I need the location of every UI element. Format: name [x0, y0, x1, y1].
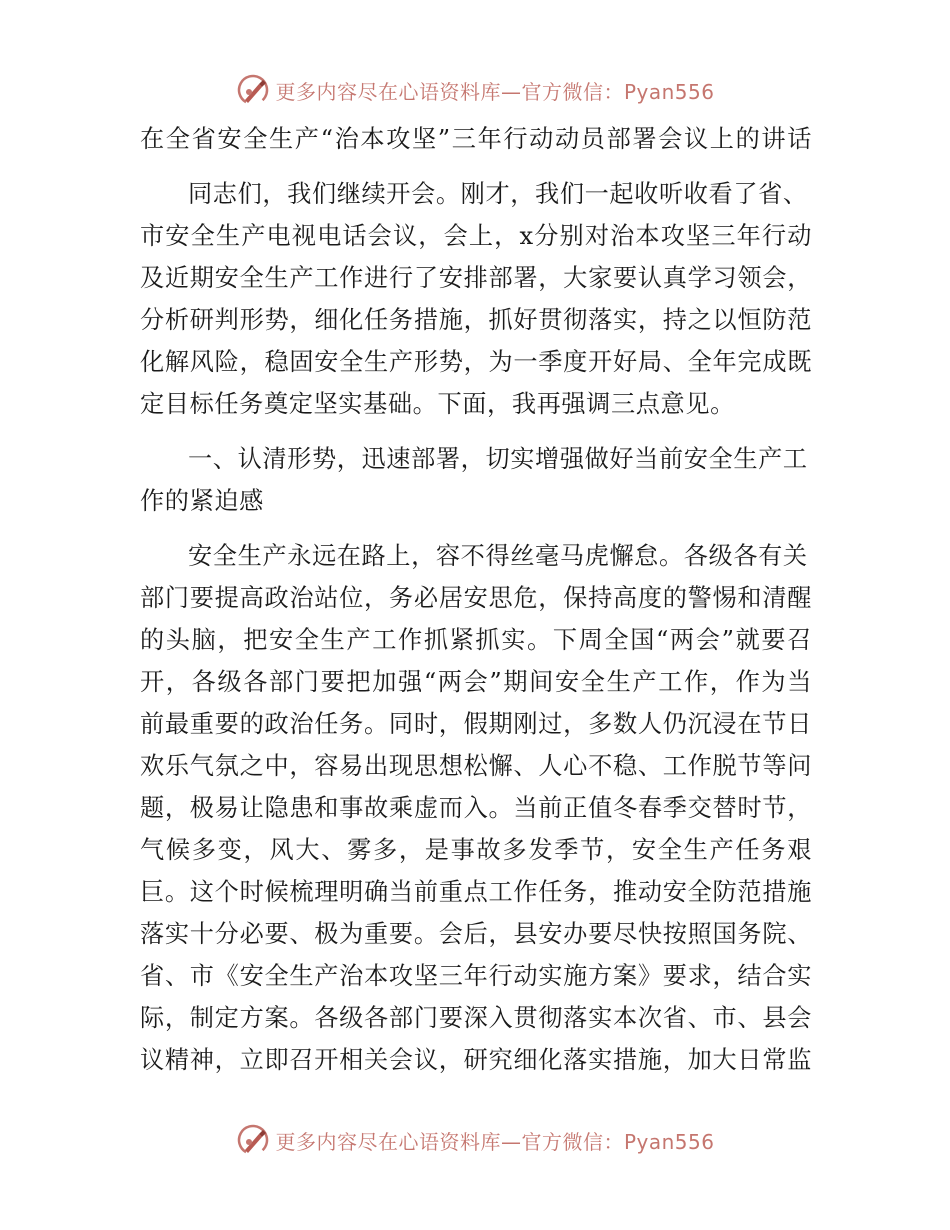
paragraph-line: 前最重要的政治任务。同时，假期刚过，多数人仍沉浸在节日 [140, 710, 812, 738]
watermark-banner-bottom [0, 1120, 950, 1160]
document-body [140, 118, 812, 1081]
paragraph-line: 落实十分必要、极为重要。会后，县安办要尽快按照国务院、 [140, 920, 812, 948]
paragraph-line: 开，各级各部门要把加强“两会”期间安全生产工作，作为当 [140, 668, 812, 696]
paragraph-line: 化解风险，稳固安全生产形势，为一季度开好局、全年完成既 [140, 348, 812, 376]
paragraph-line: 气候多变，风大、雾多，是事故多发季节，安全生产任务艰 [140, 836, 812, 864]
paragraph-line: 议精神，立即召开相关会议，研究细化落实措施，加大日常监 [140, 1046, 812, 1074]
paragraph-line: 巨。这个时候梳理明确当前重点工作任务，推动安全防范措施 [140, 878, 812, 906]
paragraph-line: 题，极易让隐患和事故乘虚而入。当前正值冬春季交替时节， [140, 794, 812, 822]
paragraph-line: 同志们，我们继续开会。刚才，我们一起收听收看了省、 [188, 180, 808, 208]
pen-logo-icon [235, 72, 271, 108]
section-heading-line: 一、认清形势，迅速部署，切实增强做好当前安全生产工 [188, 445, 808, 473]
paragraph-line: 分析研判形势，细化任务措施，抓好贯彻落实，持之以恒防范 [140, 306, 812, 334]
watermark-text: 更多内容尽在心语资料库—官方微信：Pyan556 [275, 79, 715, 104]
document-title: 在全省安全生产“治本攻坚”三年行动动员部署会议上的讲话 [140, 125, 812, 153]
pen-logo-icon [235, 1122, 271, 1158]
paragraph-line: 及近期安全生产工作进行了安排部署，大家要认真学习领会， [140, 264, 812, 292]
watermark-text: 更多内容尽在心语资料库—官方微信：Pyan556 [275, 1129, 715, 1154]
section-heading-line: 作的紧迫感 [140, 487, 264, 515]
paragraph-line: 市安全生产电视电话会议，会上，x分别对治本攻坚三年行动 [140, 222, 812, 250]
watermark-banner-top [0, 70, 950, 110]
paragraph-line: 部门要提高政治站位，务必居安思危，保持高度的警惕和清醒 [140, 584, 812, 612]
paragraph-line: 安全生产永远在路上，容不得丝毫马虎懈怠。各级各有关 [188, 542, 808, 570]
paragraph-line: 省、市《安全生产治本攻坚三年行动实施方案》要求，结合实 [140, 962, 812, 990]
paragraph-line: 的头脑，把安全生产工作抓紧抓实。下周全国“两会”就要召 [140, 626, 812, 654]
paragraph-line: 定目标任务奠定坚实基础。下面，我再强调三点意见。 [140, 390, 735, 418]
paragraph-line: 际，制定方案。各级各部门要深入贯彻落实本次省、市、县会 [140, 1004, 812, 1032]
paragraph-line: 欢乐气氛之中，容易出现思想松懈、人心不稳、工作脱节等问 [140, 752, 812, 780]
